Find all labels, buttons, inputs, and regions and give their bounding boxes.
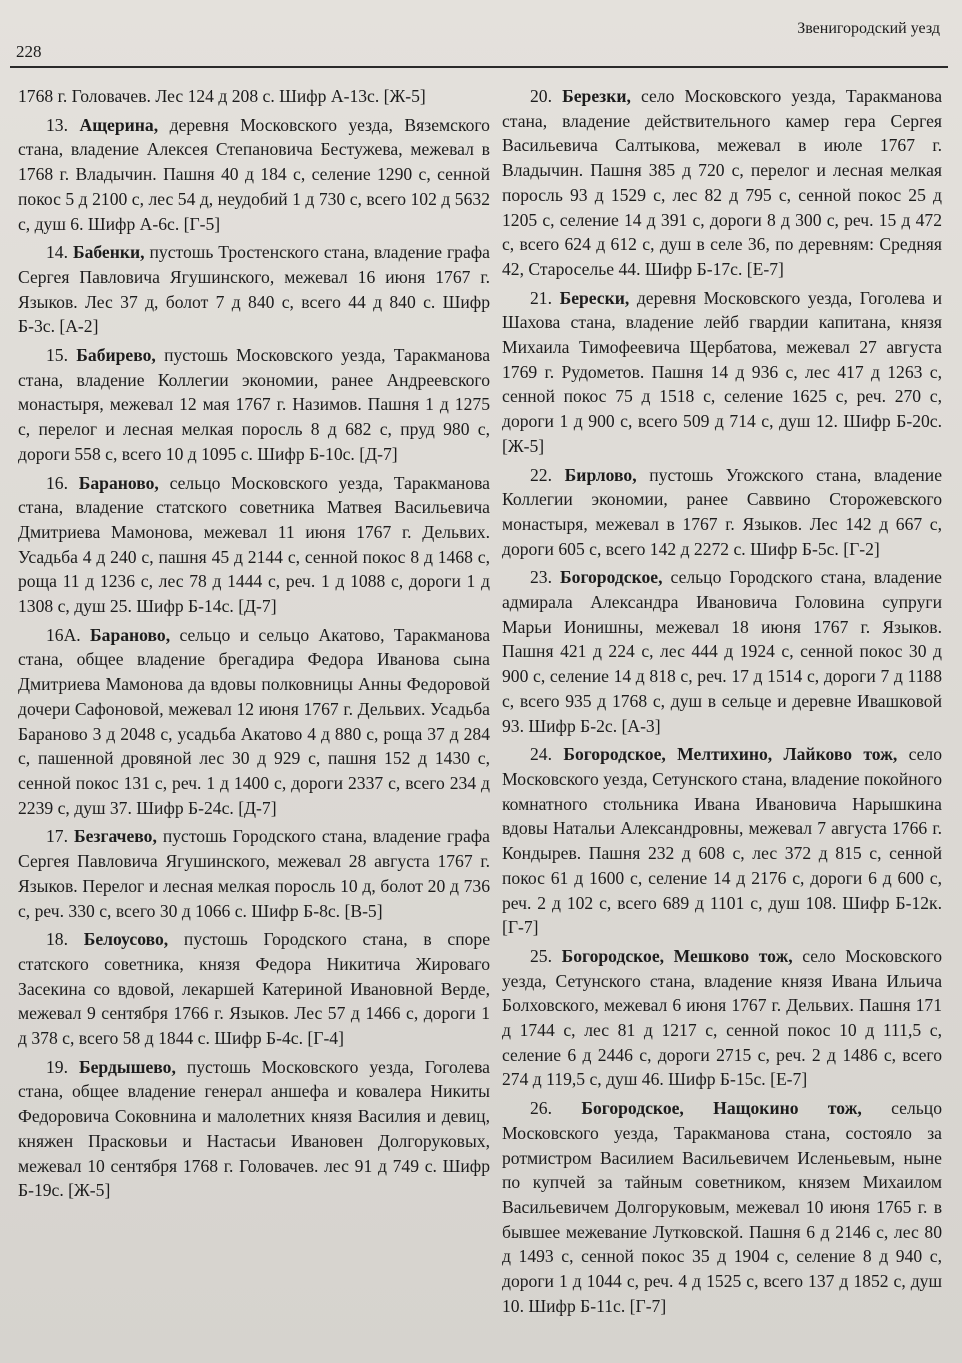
entry-text: 1768 г. Головачев. Лес 124 д 208 с. Шифр А-13с. [Ж-5] (18, 86, 426, 106)
entry-number: 18. (46, 929, 68, 950)
left-column (18, 84, 490, 1203)
entry-text: деревня Московского уезда, Вяземского стана, владение Алексея Степановича Бестужева, межевал в 1768 г. Владычин. Пашня 40 д 184 с, селение 1290 с, сенной покос 5 д 2100 с, лес 54 д, неудобий 1 д 730 с, всего 102 д 5632 с, душ 6. Шифр А-6с. [Г-5] (18, 114, 490, 234)
entry-text: пустошь Тростенского стана, владение графа Сергея Павловича Ягушинского, межевал 16 июня 1767 г. Языков. Лес 37 д, болот 7 д 840 с, всего 44 д 840 с. Шифр Б-3с. [А-2] (18, 242, 490, 337)
gazetteer-entry (18, 623, 490, 821)
entry-number: 20. (530, 86, 552, 106)
entry-place-name: Белоусово, (83, 929, 169, 950)
entry-place-name: Ащерина, (79, 114, 159, 135)
entry-place-name: Бараново, (90, 624, 171, 645)
entry-text: пустошь Городского стана, владение графа Сергея Павловича Ягушинского, межевал 28 августа 1767 г. Языков. Перелог и лесная мелкая поросль 10 д, болот 20 д 736 с, реч. 330 с, всего 30 д 1066 с. Шифр Б-8с. [В-5] (18, 826, 490, 921)
gazetteer-entry (18, 240, 490, 339)
entry-text: село Московского уезда, Сетунского стана, владение покойного комнатного стольника Ивана Ивановича Нарышкина вдовы Натальи Александровны, межевал 7 августа 1766 г. Кондырев. Пашня 232 д 608 с, лес 372 д 815 с, сенной покос 61 д 1600 с, селение 14 д 2176 с, дороги 6 д 600 с, реч. 2 д 102 с, всего 689 д 1101 с, душ 108. Шифр Б-12к. [Г-7] (502, 744, 942, 938)
gazetteer-entry (18, 84, 490, 109)
entry-text: пустошь Московского уезда, Таракманова стана, владение Коллегии экономии, ранее Андреевского монастыря, межевал 12 мая 1767 г. Назимов. Пашня 1 д 1275 с, перелог и лесная мелкая поросль 8 д 682 с, пруд 980 с, дороги 558 с, всего 10 д 1095 с. Шифр Б-10с. [Д-7] (18, 345, 490, 464)
entry-place-name: Богородское, Нащокино тож, (581, 1098, 862, 1119)
entry-place-name: Богородское, (560, 567, 663, 588)
entry-text: пустошь Городского стана, в споре статского советника, князя Федора Никитича Жироваго Засекина со вдовой, лекаршей Катериной Ивановной Верде, межевал 9 сентября 1766 г. Языков. Лес 57 д 1466 с, дороги 1 д 378 с, всего 58 д 1844 с. Шифр Б-4с. [Г-4] (18, 929, 491, 1049)
entry-number: 14. (46, 242, 68, 263)
gazetteer-entry (502, 565, 942, 738)
entry-text: село Московского уезда, Таракманова стана, владение действительного камер гера Сергея Васильевича Салтыкова, межевал в июле 1767 г. Владычин. Пашня 385 д 720 с, перелог и лесная мелкая поросль 93 д 1529 с, лес 82 д 795 с, сенной покос 25 д 1205 с, селение 14 д 391 с, дороги 8 д 300 с, реч. 15 д 472 с, всего 624 д 612 с, душ в селе 36, по деревням: Средняя 42, Староселье 44. Шифр Б-17с. [Е-7] (502, 86, 943, 279)
entry-place-name: Бараново, (78, 472, 159, 493)
entry-place-name: Бабирево, (76, 345, 156, 366)
entry-number: 21. (530, 287, 552, 308)
entry-text: сельцо Московского уезда, Таракманова стана, состояло за ротмистром Василием Васильевичем Исленьевым, ныне по купчей за тайным советником, князем Михаилом Васильевичем Долгоруковым, межевал 10 июня 1765 г. в бывшее межевание Лутковской. Пашня 6 д 2146 с, лес 80 д 1493 с, сенной покос 35 д 1904 с, селение 8 д 940 с, дороги 1 д 1044 с, реч. 4 д 1525 с, всего 137 д 1852 с, душ 10. Шифр Б-11с. [Г-7] (502, 1098, 943, 1316)
entry-text: сельцо и сельцо Акатово, Таракманова стана, общее владение брегадира Федора Иванова сына Дмитриева Мамонова да вдовы полковницы Анны Федоровой дочери Сафоновой, межевал 12 июня 1767 г. Дельвих. Усадьба Бараново 3 д 2048 с, усадьба Акатово 4 д 880 с, роща 37 д 284 с, пашенной дровяной лес 30 д 929 с, пашня 152 д 1430 с, сенной покос 131 с, реч. 1 д 1400 с, дороги 2337 с, всего 234 д 2239 с, душ 37. Шифр Б-24с. [Д-7] (18, 624, 491, 818)
entry-number: 15. (46, 345, 68, 366)
gazetteer-entry (18, 1055, 490, 1203)
entry-number: 16А. (46, 624, 81, 645)
entry-place-name: Бабенки, (72, 242, 145, 263)
gazetteer-entry (502, 1096, 942, 1318)
entry-text: сельцо Городского стана, владение адмирала Александра Ивановича Головина супруги Марьи Ионишны, межевал 18 июня 1767 г. Языков. Пашня 421 д 224 с, лес 444 д 1924 с, сенной покос 30 д 900 с, селение 14 д 818 с, реч. 17 д 1514 с, дороги 7 д 1188 с, всего 935 д 1768 с, душ в сельце и деревне Ивашковой 93. Шифр Б-2с. [А-3] (502, 567, 942, 736)
gazetteer-entry (18, 471, 490, 619)
gazetteer-entry (18, 927, 490, 1051)
gazetteer-entry (18, 113, 490, 237)
entry-number: 16. (46, 472, 68, 493)
right-column (502, 84, 942, 1318)
gazetteer-entry (502, 286, 942, 459)
page-header (10, 18, 948, 68)
page-number: 228 (16, 42, 42, 61)
gazetteer-entry (18, 824, 490, 923)
entry-text: село Московского уезда, Сетунского стана, владение князя Ивана Ильича Болховского, межевал 6 июня 1767 г. Дельвих. Пашня 171 д 1744 с, лес 81 д 1217 с, сенной покос 10 д 111,5 с, селение 6 д 2446 с, дороги 2715 с, реч. 2 д 1486 с, всего 274 д 119,5 с, душ 46. Шифр Б-15с. [Е-7] (502, 945, 942, 1090)
entry-number: 24. (530, 744, 552, 765)
entry-place-name: Богородское, Мешково тож, (561, 945, 793, 966)
entry-number: 25. (530, 945, 552, 966)
gazetteer-entry (502, 944, 942, 1092)
entry-number: 23. (530, 567, 552, 588)
entry-place-name: Бирлово, (564, 464, 637, 485)
entry-place-name: Березки, (562, 86, 631, 106)
entry-number: 17. (46, 826, 68, 847)
entry-text: пустошь Угожского стана, владение Коллегии экономии, ранее Саввино Сторожевского монастыря, межевал в 1767 г. Языков. Лес 142 д 667 с, дороги 605 с, всего 142 д 2272 с. Шифр Б-5с. [Г-2] (502, 464, 943, 559)
running-head: Звенигородский уезд (797, 20, 940, 37)
entry-text: пустошь Московского уезда, Гоголева стана, общее владение генерал аншефа и ковалера Никиты Федоровича Соковнина и малолетних князя Василия и девиц, княжен Прасковьи и Настасьи Ивановен Долгоруковых, межевал 10 сентября 1768 г. Головачев. лес 91 д 749 с. Шифр Б-19с. [Ж-5] (18, 1056, 490, 1201)
entry-place-name: Бердышево, (78, 1056, 176, 1077)
gazetteer-entry (502, 84, 942, 282)
gazetteer-entry (18, 343, 490, 467)
gazetteer-entry (502, 742, 942, 940)
gazetteer-entry (502, 463, 942, 562)
entry-text: сельцо Московского уезда, Таракманова стана, владение статского советника Матвея Васильевича Дмитриева Мамонова, межевал 11 июня 1767 г. Дельвих. Усадьба 4 д 240 с, пашня 45 д 2144 с, сенной покос 8 д 1468 с, роща 11 д 1236 с, лес 78 д 1444 с, реч. 1 д 1088 с, дороги 1 д 1308 с, душ 25. Шифр Б-14с. [Д-7] (18, 472, 490, 617)
entry-place-name: Берески, (559, 287, 630, 308)
entry-number: 13. (46, 114, 68, 135)
entry-text: деревня Московского уезда, Гоголева и Шахова стана, владение лейб гвардии капитана, князя Михаила Тимофеевича Щербатова, межевал 27 августа 1769 г. Рудометов. Пашня 14 д 936 с, лес 417 д 1263 с, сенной покос 75 д 1518 с, селение 1625 с, реч. 270 с, дороги 1 д 900 с, всего 509 д 714 с, душ 12. Шифр Б-20с. [Ж-5] (502, 287, 943, 456)
entry-place-name: Богородское, Мелтихино, Лайково тож, (563, 744, 898, 765)
entry-number: 22. (530, 464, 552, 485)
entry-place-name: Безгачево, (73, 826, 157, 847)
entry-number: 19. (46, 1056, 68, 1077)
entry-number: 26. (530, 1098, 552, 1119)
